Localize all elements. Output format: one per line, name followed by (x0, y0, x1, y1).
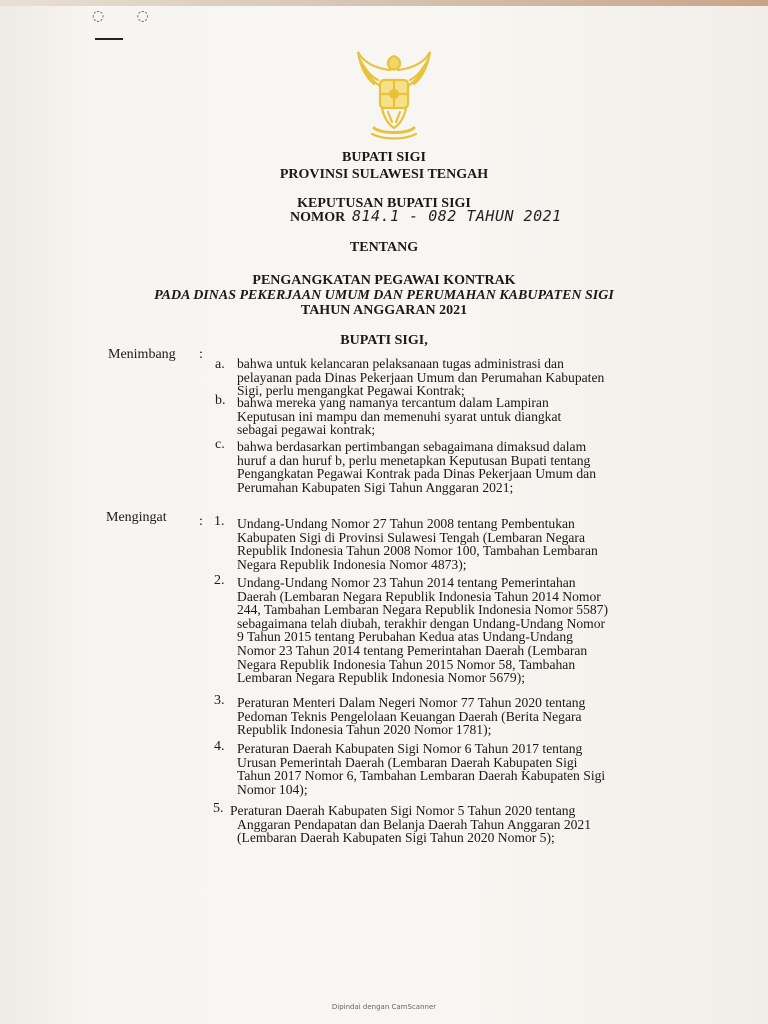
text-line: Anggaran Pendapatan dan Belanja Daerah Tahun Anggaran 2021 (237, 816, 592, 832)
menimbang-mark-a: a. (215, 357, 225, 372)
title-line-3: TAHUN ANGGARAN 2021 (300, 303, 468, 318)
mengingat-mark-5: 5. (213, 801, 224, 816)
mengingat-item-2 (237, 576, 699, 685)
scanner-watermark: Dipindai dengan CamScanner (331, 1003, 437, 1011)
text-line: bahwa mereka yang namanya tercantum dalam Lampiran (237, 395, 549, 410)
mengingat-item-5 (230, 804, 700, 845)
text-line: Daerah (Lembaran Negara Republik Indonesia Tahun 2014 Nomor (237, 588, 601, 604)
mengingat-item-3 (237, 696, 699, 737)
text-line: Lembaran Negara Republik Indonesia Nomor 5679); (237, 670, 526, 686)
mengingat-item-1 (237, 517, 699, 571)
garuda-emblem-icon (352, 50, 436, 140)
text-line: Negara Republik Indonesia Nomor 4873); (237, 556, 467, 572)
mengingat-label: Mengingat (106, 510, 167, 525)
header-line-1: BUPATI SIGI (342, 150, 426, 165)
text-line: sebagai pegawai kontrak; (237, 422, 376, 438)
page-edge (0, 0, 768, 6)
menimbang-item-a (237, 357, 695, 398)
text-line: Perumahan Kabupaten Sigi Tahun Anggaran 2021; (237, 479, 514, 495)
mengingat-colon: : (199, 514, 203, 529)
text-line: huruf a dan huruf b, perlu menetapkan Keputusan Bupati tentang (237, 452, 591, 468)
text-line: Undang-Undang Nomor 23 Tahun 2014 tentang Pemerintahan (237, 575, 576, 590)
text-line: pelayanan pada Dinas Pekerjaan Umum dan Perumahan Kabupaten (237, 369, 605, 385)
mengingat-item-4 (237, 742, 699, 796)
text-line: Peraturan Menteri Dalam Negeri Nomor 77 Tahun 2020 tentang (237, 695, 586, 710)
text-line: Urusan Pemerintah Daerah (Lembaran Daerah Kabupaten Sigi (237, 754, 578, 770)
mengingat-mark-3: 3. (214, 693, 225, 708)
text-line: Peraturan Daerah Kabupaten Sigi Nomor 5 Tahun 2020 tentang (230, 803, 576, 818)
text-line: 244, Tambahan Lembaran Negara Republik Indonesia Nomor 5587) (237, 602, 609, 618)
title-line-1: PENGANGKATAN PEGAWAI KONTRAK (252, 273, 516, 288)
nomor-label: NOMOR (290, 210, 346, 225)
menimbang-item-b (237, 396, 695, 437)
bupati-heading: BUPATI SIGI, (340, 333, 428, 348)
mengingat-mark-4: 4. (214, 739, 225, 754)
mengingat-mark-1: 1. (214, 514, 225, 529)
text-line: sebagaimana telah diubah, terakhir dengan Undang-Undang Nomor (237, 615, 606, 631)
menimbang-label: Menimbang (108, 347, 176, 362)
tentang-heading: TENTANG (349, 240, 419, 255)
nomor-value-handwritten: 814.1 - 082 TAHUN 2021 (352, 207, 562, 225)
mengingat-mark-2: 2. (214, 573, 225, 588)
text-line: 9 Tahun 2015 tentang Perubahan Kedua atas Undang-Undang (237, 629, 573, 645)
text-line: Keputusan ini mampu dan memenuhi syarat untuk diangkat (237, 408, 562, 424)
pen-stroke (95, 38, 123, 40)
text-line: Republik Indonesia Tahun 2008 Nomor 100, Tambahan Lembaran (237, 543, 598, 559)
text-line: (Lembaran Daerah Kabupaten Sigi Tahun 2020 Nomor 5); (237, 830, 555, 846)
text-line: Peraturan Daerah Kabupaten Sigi Nomor 6 Tahun 2017 tentang (237, 741, 583, 756)
text-line: Republik Indonesia Tahun 2020 Nomor 1781); (237, 722, 492, 738)
text-line: Pedoman Teknis Pengelolaan Keuangan Daerah (Berita Negara (237, 708, 582, 724)
text-line: Negara Republik Indonesia Tahun 2015 Nomor 58, Tambahan (237, 656, 576, 672)
text-line: Pengangkatan Pegawai Kontrak pada Dinas Pekerjaan Umum dan (237, 466, 596, 482)
text-line: Sigi, perlu mengangkat Pegawai Kontrak; (237, 383, 465, 399)
text-line: Nomor 23 Tahun 2014 tentang Pemerintahan Daerah (Lembaran (237, 642, 588, 658)
text-line: bahwa untuk kelancaran pelaksanaan tugas administrasi dan (237, 356, 564, 371)
header-line-3: KEPUTUSAN BUPATI SIGI (297, 196, 471, 211)
text-line: bahwa berdasarkan pertimbangan sebagaimana dimaksud dalam (237, 439, 587, 454)
text-line: Undang-Undang Nomor 27 Tahun 2008 tentang Pembentukan (237, 516, 575, 531)
text-line: Kabupaten Sigi di Provinsi Sulawesi Tengah (Lembaran Negara (237, 529, 585, 545)
text-line: Nomor 104); (237, 781, 308, 797)
title-line-2: PADA DINAS PEKERJAAN UMUM DAN PERUMAHAN KABUPATEN SIGI (154, 288, 614, 303)
menimbang-mark-c: c. (215, 437, 225, 452)
menimbang-colon: : (199, 347, 203, 362)
menimbang-mark-b: b. (215, 393, 226, 408)
corner-marks: ◌ ◌ (92, 8, 163, 24)
menimbang-item-c (237, 440, 697, 494)
header-line-2: PROVINSI SULAWESI TENGAH (279, 167, 489, 182)
text-line: Tahun 2017 Nomor 6, Tambahan Lembaran Daerah Kabupaten Sigi (237, 768, 606, 784)
